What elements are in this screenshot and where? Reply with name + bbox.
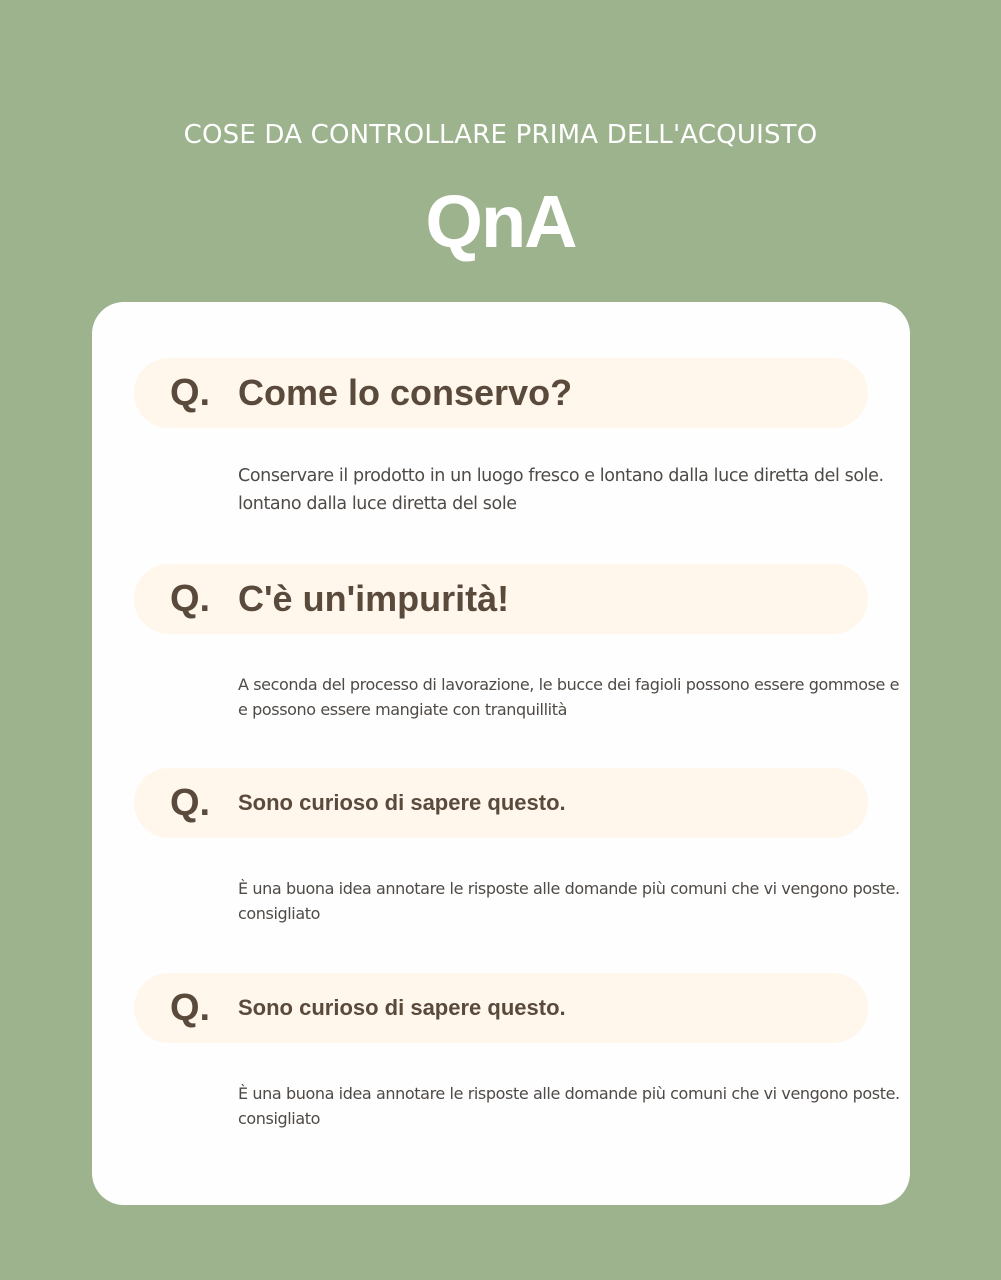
answer-line: consigliato [238, 904, 321, 923]
answer-line: A seconda del processo di lavorazione, le bucce dei fagioli possono essere gommose e [238, 675, 900, 694]
qa-item [134, 973, 900, 1131]
answer-text [238, 876, 900, 926]
question-text: C'è un'impurità! [238, 578, 510, 619]
qa-item [134, 564, 900, 722]
page-subtitle: COSE DA CONTROLLARE PRIMA DELL'ACQUISTO [183, 120, 818, 150]
answer-line: e possono essere mangiate con tranquillità [238, 700, 567, 719]
answer-line: È una buona idea annotare le risposte alle domande più comuni che vi vengono poste. [238, 879, 900, 898]
question-text: Sono curioso di sapere questo. [238, 790, 566, 815]
page-title: QnA [425, 180, 576, 263]
answer-text [238, 462, 884, 518]
q-mark: Q. [170, 987, 211, 1029]
question-bar [134, 358, 868, 428]
answer-line: lontano dalla luce diretta del sole [238, 494, 517, 514]
q-mark: Q. [170, 782, 211, 824]
question-bar [134, 564, 868, 634]
qa-item [134, 768, 900, 926]
question-bar [134, 768, 868, 838]
answer-text [238, 1081, 900, 1131]
qa-item [134, 358, 884, 518]
question-text: Come lo conservo? [238, 372, 573, 413]
answer-line: consigliato [238, 1109, 321, 1128]
question-bar [134, 973, 868, 1043]
q-mark: Q. [170, 372, 211, 414]
qna-card [92, 302, 910, 1205]
question-text: Sono curioso di sapere questo. [238, 995, 566, 1020]
answer-line: Conservare il prodotto in un luogo fresco e lontano dalla luce diretta del sole. [238, 466, 884, 486]
answer-line: È una buona idea annotare le risposte alle domande più comuni che vi vengono poste. [238, 1084, 900, 1103]
q-mark: Q. [170, 578, 211, 620]
answer-text [238, 672, 900, 722]
